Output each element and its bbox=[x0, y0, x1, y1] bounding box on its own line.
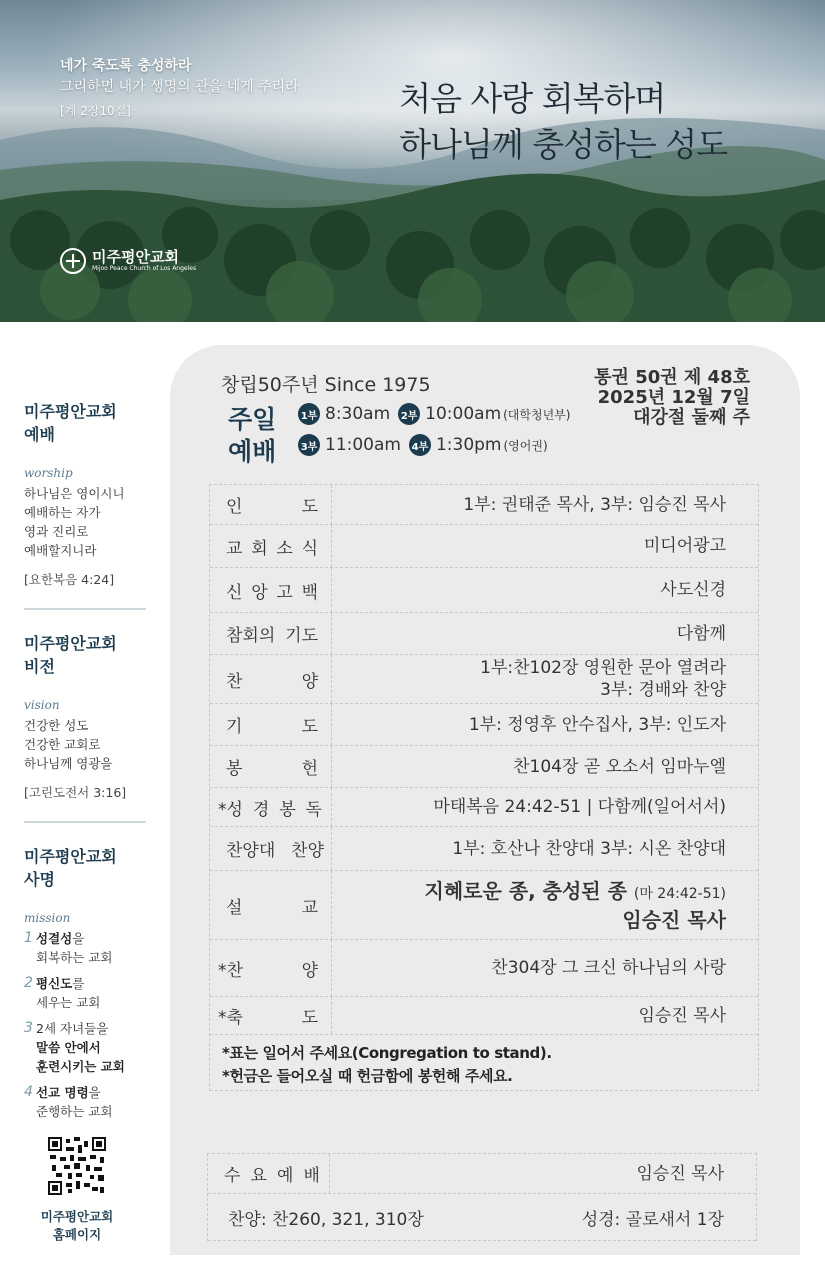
logo-korean-name: 미주평안교회 bbox=[92, 248, 179, 266]
service-badge: 1부 bbox=[298, 403, 320, 425]
note-line: *표는 일어서 주세요(Congregation to stand). bbox=[222, 1044, 552, 1062]
verse-reference: [계 2장10절] bbox=[60, 104, 131, 118]
mission-text: 을 bbox=[88, 1085, 101, 1100]
cross-logo-icon bbox=[60, 248, 86, 274]
table-row bbox=[210, 485, 758, 525]
service-label-worship: 예배 bbox=[228, 437, 277, 466]
mission-item bbox=[24, 929, 146, 967]
label-char: 기도 bbox=[285, 626, 318, 646]
row-value-text: 3부: 경배와 찬양 bbox=[600, 680, 726, 700]
vision-line: 건강한 성도 bbox=[24, 718, 89, 733]
row-value bbox=[332, 746, 758, 787]
sermon-preacher: 임승진 목사 bbox=[622, 907, 726, 932]
row-value bbox=[332, 788, 758, 826]
mission-english: mission bbox=[24, 911, 71, 925]
label-char: 도 bbox=[301, 717, 318, 737]
wednesday-scripture: 성경: 골로새서 1장 bbox=[581, 1209, 724, 1230]
service-time: 8:30am bbox=[325, 404, 391, 424]
label-char: 찬양 bbox=[291, 841, 324, 861]
worship-line: 예배하는 자가 bbox=[24, 505, 101, 520]
wednesday-service bbox=[207, 1153, 757, 1241]
row-label bbox=[210, 525, 332, 567]
row-label bbox=[210, 746, 332, 787]
row-label bbox=[210, 788, 332, 826]
qr-caption bbox=[24, 1208, 130, 1244]
label-char: 헌 bbox=[301, 759, 318, 779]
row-value bbox=[332, 613, 758, 654]
motto-line-1: 처음 사랑 회복하며 bbox=[399, 79, 666, 118]
label-char: 찬양대 bbox=[226, 841, 276, 861]
table-row bbox=[210, 613, 758, 655]
mission-number: 4 bbox=[24, 1084, 33, 1100]
row-value-text: 1부: 권태준 목사, 3부: 임승진 목사 bbox=[463, 494, 726, 515]
service-badge: 4부 bbox=[409, 434, 431, 456]
service-time: 10:00am bbox=[425, 404, 502, 424]
mission-text: 회복하는 교회 bbox=[36, 950, 113, 965]
mission-item bbox=[24, 1083, 146, 1121]
table-row bbox=[210, 704, 758, 746]
mission-item bbox=[24, 1019, 146, 1076]
label-char: 도 bbox=[301, 1008, 318, 1028]
row-value bbox=[332, 827, 758, 870]
row-value bbox=[332, 655, 758, 703]
mission-keyword: 선교 명령 bbox=[36, 1085, 89, 1100]
service-note: (영어권) bbox=[503, 438, 548, 453]
label-char: 교 bbox=[226, 538, 243, 559]
sermon-title: 지혜로운 종, 충성된 종 bbox=[424, 878, 627, 903]
mission-text: 준행하는 교회 bbox=[36, 1104, 113, 1119]
service-note: (대학청년부) bbox=[503, 407, 571, 422]
order-of-worship bbox=[209, 484, 759, 1091]
worship-line: 예배할지니라 bbox=[24, 543, 97, 558]
table-row bbox=[210, 655, 758, 704]
row-label bbox=[210, 827, 332, 870]
mission-keyword: 훈련시키는 교회 bbox=[36, 1059, 125, 1074]
row-value-text: 임승진 목사 bbox=[638, 1005, 726, 1026]
label-char: 백 bbox=[301, 582, 318, 603]
label-char: *성 bbox=[218, 799, 243, 820]
mission-number: 1 bbox=[24, 930, 33, 946]
mission-text: 를 bbox=[72, 976, 85, 991]
founding-anniversary: 창립50주년 Since 1975 bbox=[221, 374, 431, 396]
row-label bbox=[210, 485, 332, 524]
sermon-title-line bbox=[425, 878, 726, 907]
label-char: 교 bbox=[301, 897, 318, 918]
row-value-text: 1부:찬102장 영원한 문아 열려라 bbox=[480, 658, 726, 678]
qr-caption-line: 미주평안교회 bbox=[40, 1209, 114, 1224]
worship-line: 하나님은 영이시니 bbox=[24, 486, 125, 501]
row-label bbox=[210, 704, 332, 745]
note-line: *헌금은 들어오실 때 헌금함에 봉헌해 주세요. bbox=[222, 1067, 513, 1085]
service-times-row bbox=[298, 434, 556, 456]
vision-line: 건강한 교회로 bbox=[24, 737, 101, 752]
mission-title: 미주평안교회 사명 bbox=[24, 847, 117, 889]
row-value-text: 1부: 정영후 안수집사, 3부: 인도자 bbox=[468, 714, 726, 735]
worship-section bbox=[24, 400, 146, 610]
row-value bbox=[332, 568, 758, 612]
vision-reference: [고린도전서 3:16] bbox=[24, 785, 127, 800]
row-label bbox=[210, 613, 332, 654]
mission-keyword: 성결성 bbox=[36, 931, 73, 946]
verse-line-2: 그리하면 내가 생명의 관을 네게 주리라 bbox=[60, 79, 299, 95]
label-char: *찬 bbox=[218, 960, 243, 981]
row-label bbox=[210, 997, 332, 1034]
header-banner bbox=[0, 0, 825, 322]
label-char: *축 bbox=[218, 1008, 243, 1028]
worship-line: 영과 진리로 bbox=[24, 524, 89, 539]
row-value-text: 미디어광고 bbox=[643, 536, 726, 556]
issue-date: 2025년 12월 7일 bbox=[597, 387, 750, 408]
table-row bbox=[208, 1154, 756, 1194]
sermon-value bbox=[332, 871, 758, 939]
service-badge: 3부 bbox=[298, 434, 320, 456]
worship-text bbox=[24, 484, 146, 560]
motto-line-2: 하나님께 충성하는 성도 bbox=[399, 125, 727, 164]
service-label-sunday: 주일 bbox=[228, 405, 277, 434]
qr-caption-line: 홈페이지 bbox=[52, 1227, 102, 1242]
church-logo bbox=[60, 248, 196, 274]
label-char: 양 bbox=[301, 960, 318, 981]
label-char: 회 bbox=[251, 538, 268, 559]
vision-section bbox=[24, 632, 146, 823]
service-time: 11:00am bbox=[325, 435, 401, 455]
wednesday-leader: 임승진 목사 bbox=[636, 1163, 724, 1184]
table-row bbox=[210, 568, 758, 613]
row-value-text: 1부: 호산나 찬양대 3부: 시온 찬양대 bbox=[452, 838, 726, 859]
label-char: 요 bbox=[250, 1166, 267, 1186]
table-row bbox=[210, 827, 758, 871]
wednesday-hymns: 찬양: 찬260, 321, 310장 bbox=[228, 1209, 424, 1230]
service-badge: 2부 bbox=[398, 403, 420, 425]
mission-text: 을 bbox=[72, 931, 85, 946]
vision-text bbox=[24, 716, 146, 773]
label-char: 기 bbox=[226, 717, 243, 737]
verse-line-1: 네가 죽도록 충성하라 bbox=[60, 58, 192, 74]
label-char: 설 bbox=[226, 897, 243, 918]
row-value bbox=[332, 525, 758, 567]
label-char: 소 bbox=[276, 538, 293, 559]
sermon-reference: (마 24:42-51) bbox=[633, 885, 726, 902]
worship-notes bbox=[222, 1042, 552, 1088]
mission-item bbox=[24, 974, 146, 1012]
label-char: 수 bbox=[224, 1166, 241, 1186]
vision-title: 미주평안교회 비전 bbox=[24, 634, 117, 676]
label-char: 양 bbox=[301, 671, 318, 692]
issue-info bbox=[594, 368, 750, 428]
table-row bbox=[210, 746, 758, 788]
label-char: 참회의 bbox=[226, 626, 276, 646]
row-label bbox=[210, 940, 332, 996]
row-label bbox=[208, 1154, 330, 1193]
row-label bbox=[210, 568, 332, 612]
row-value-text: 찬304장 그 크신 하나님의 사랑 bbox=[491, 958, 726, 978]
label-char: 예 bbox=[277, 1166, 294, 1186]
service-time: 1:30pm bbox=[435, 435, 502, 455]
table-row bbox=[210, 997, 758, 1035]
row-value bbox=[330, 1154, 756, 1193]
label-char: 신 bbox=[226, 582, 243, 603]
row-value-text: 찬104장 곧 오소서 임마누엘 bbox=[513, 756, 726, 777]
mission-number: 3 bbox=[24, 1020, 33, 1036]
label-char: 인 bbox=[226, 497, 243, 517]
row-value-text: 다함께 bbox=[676, 623, 726, 644]
mission-text: 2세 자녀들을 bbox=[36, 1021, 109, 1036]
service-times-row bbox=[298, 403, 578, 425]
row-value-text: 마태복음 24:42-51 | 다함께(일어서서) bbox=[433, 797, 726, 817]
vision-line: 하나님께 영광을 bbox=[24, 756, 113, 771]
table-row bbox=[210, 871, 758, 940]
row-value bbox=[332, 485, 758, 524]
table-row bbox=[210, 525, 758, 568]
worship-english: worship bbox=[24, 466, 73, 480]
row-label bbox=[210, 655, 332, 703]
mission-text: 세우는 교회 bbox=[36, 995, 101, 1010]
worship-title: 미주평안교회 예배 bbox=[24, 402, 117, 444]
row-value bbox=[332, 704, 758, 745]
label-char: 봉 bbox=[279, 799, 296, 820]
table-row bbox=[208, 1194, 756, 1241]
mission-keyword: 평신도 bbox=[36, 976, 73, 991]
row-value bbox=[332, 940, 758, 996]
banner-verse bbox=[60, 56, 299, 124]
mission-section bbox=[24, 845, 146, 1121]
label-char: 도 bbox=[301, 497, 318, 517]
row-value-text: 사도신경 bbox=[660, 580, 726, 600]
label-char: 배 bbox=[303, 1166, 320, 1186]
label-char: 앙 bbox=[251, 582, 268, 603]
worship-reference: [요한복음 4:24] bbox=[24, 572, 115, 587]
label-char: 고 bbox=[276, 582, 293, 603]
mission-keyword: 말씀 안에서 bbox=[36, 1040, 101, 1055]
row-label bbox=[210, 871, 332, 939]
sidebar bbox=[24, 400, 146, 1128]
label-char: 봉 bbox=[226, 759, 243, 779]
table-row bbox=[210, 788, 758, 827]
homepage-qr-code[interactable] bbox=[48, 1137, 106, 1195]
row-value bbox=[332, 997, 758, 1034]
label-char: 찬 bbox=[226, 671, 243, 692]
table-row bbox=[210, 940, 758, 997]
label-char: 경 bbox=[252, 799, 270, 820]
mission-number: 2 bbox=[24, 975, 33, 991]
vision-english: vision bbox=[24, 698, 60, 712]
wednesday-details bbox=[208, 1194, 756, 1240]
label-char: 독 bbox=[305, 799, 322, 820]
church-motto bbox=[399, 76, 727, 168]
issue-number: 통권 50권 제 48호 bbox=[594, 367, 750, 388]
issue-season: 대강절 둘째 주 bbox=[633, 407, 750, 428]
logo-english-name: Mijoo Peace Church of Los Angeles bbox=[92, 265, 197, 272]
label-char: 식 bbox=[301, 538, 318, 559]
